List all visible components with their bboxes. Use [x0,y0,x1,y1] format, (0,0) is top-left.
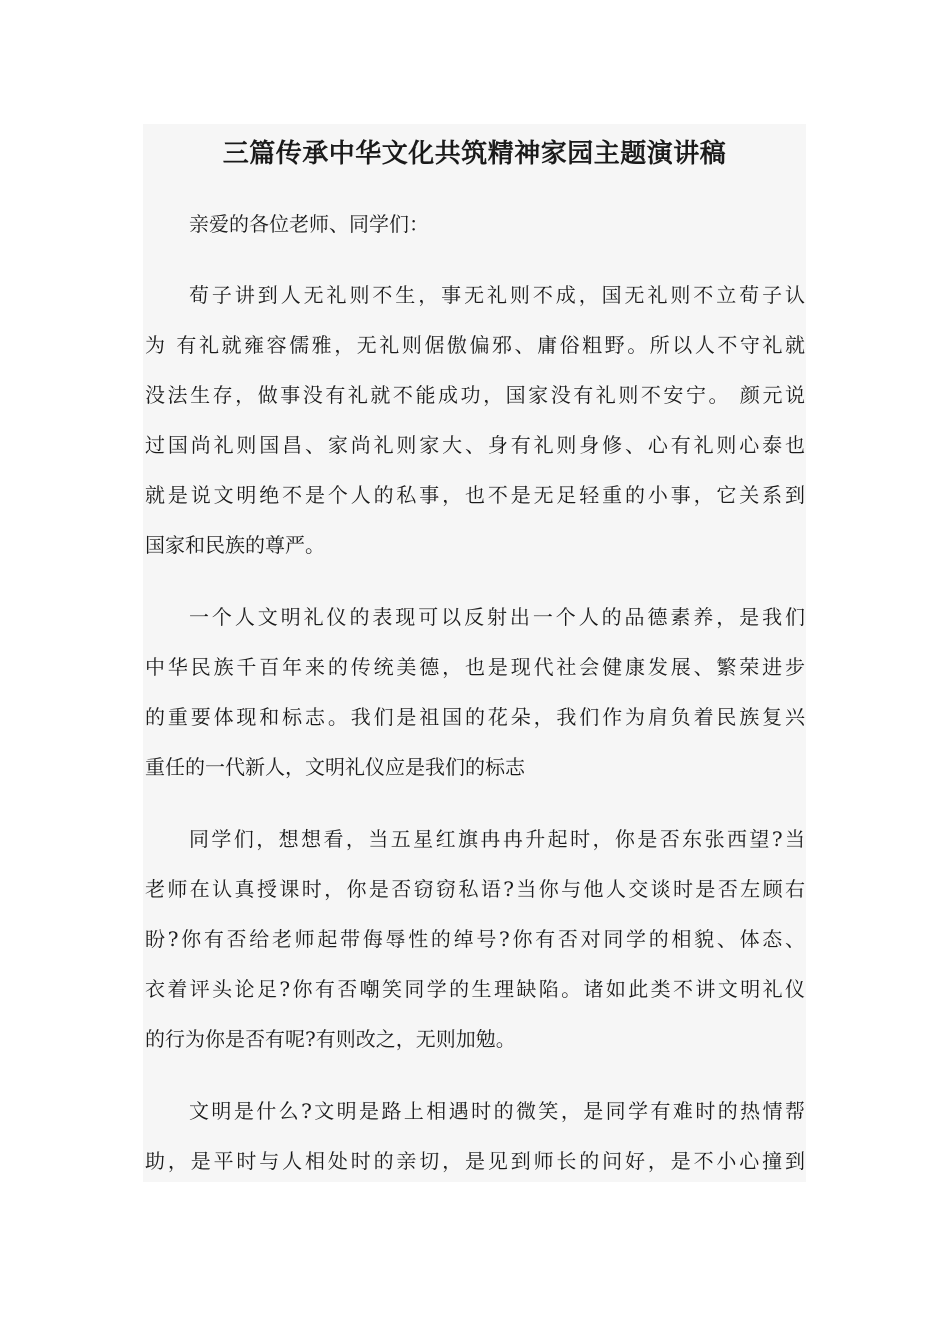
paragraph-line: 荀子讲到人无礼则不生，事无礼则不成，国无礼则不立荀子认 [189,283,805,307]
greeting: 亲爱的各位老师、同学们： [189,212,429,236]
document-title: 三篇传承中华文化共筑精神家园主题演讲稿 [222,139,727,169]
paragraph-line: 助，是平时与人相处时的亲切，是见到师长的问好，是不小心撞到 [145,1149,805,1173]
paragraph-line: 为 有礼就雍容儒雅，无礼则倨傲偏邪、庸俗粗野。所以人不守礼就 [145,333,805,357]
paragraph-line: 中华民族千百年来的传统美德，也是现代社会健康发展、繁荣进步 [145,655,805,679]
paragraph-line: 同学们，想想看，当五星红旗冉冉升起时，你是否东张西望?当 [189,827,805,851]
paragraph-line: 老师在认真授课时，你是否窃窃私语?当你与他人交谈时是否左顾右 [145,877,805,901]
paragraph-line: 文明是什么?文明是路上相遇时的微笑，是同学有难时的热情帮 [189,1099,805,1123]
paragraph-line: 盼?你有否给老师起带侮辱性的绰号?你有否对同学的相貌、体态、 [145,927,805,951]
paragraph-line: 的重要体现和标志。我们是祖国的花朵，我们作为肩负着民族复兴 [145,705,805,729]
paragraph-line: 一个人文明礼仪的表现可以反射出一个人的品德素养，是我们 [189,605,805,629]
paragraph-line: 的行为你是否有呢?有则改之，无则加勉。 [145,1027,516,1051]
paragraph-line: 过国尚礼则国昌、家尚礼则家大、身有礼则身修、心有礼则心泰也 [145,433,805,457]
paragraph-line: 没法生存，做事没有礼就不能成功，国家没有礼则不安宁。 颜元说 [145,383,805,407]
paragraph-line: 衣着评头论足?你有否嘲笑同学的生理缺陷。诸如此类不讲文明礼仪 [145,977,805,1001]
paragraph-line: 就是说文明绝不是个人的私事，也不是无足轻重的小事，它关系到 [145,483,805,507]
paragraph-line: 重任的一代新人，文明礼仪应是我们的标志 [145,755,525,779]
paragraph-line: 国家和民族的尊严。 [145,533,325,557]
